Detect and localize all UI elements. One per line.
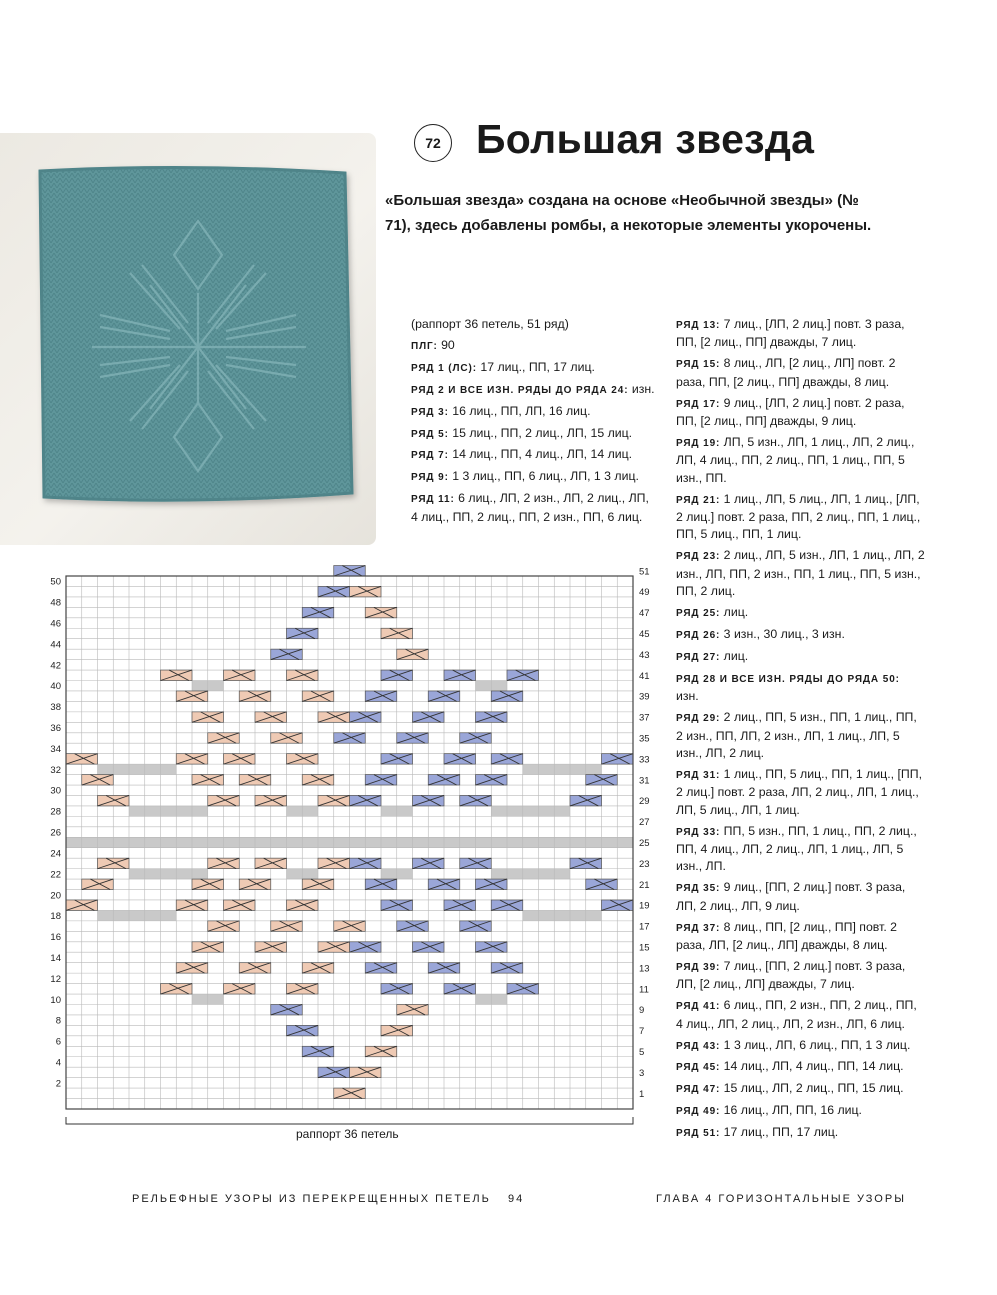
row-number-right: 27 <box>639 817 650 829</box>
row-number-left: 6 <box>55 1036 61 1048</box>
row-text: (раппорт 36 петель, 51 ряд) <box>411 317 569 331</box>
row-number-right: 3 <box>639 1067 645 1079</box>
row-label: РЯД 33: <box>676 826 721 838</box>
purl-stitch-band <box>491 806 570 816</box>
row-text: 1 3 лиц., ЛП, 6 лиц., ПП, 1 3 лиц. <box>720 1037 911 1052</box>
row-text: 6 лиц., ЛП, 2 изн., ЛП, 2 лиц., ЛП, 4 лиц., ПП, 2 лиц., ПП, 2 изн., ПП, 6 лиц. <box>411 491 649 524</box>
row-number-left: 8 <box>55 1015 61 1027</box>
row-number-right: 7 <box>639 1026 645 1038</box>
row-number-right: 51 <box>639 566 650 578</box>
row-number-right: 5 <box>639 1047 645 1059</box>
row-text: ПП, 5 изн., ПП, 1 лиц., ПП, 2 лиц., ПП, 4 лиц., ЛП, 2 лиц., ЛП, 1 лиц., ЛП, 5 изн., ЛП. <box>676 823 917 874</box>
row-label: РЯД 29: <box>676 713 721 725</box>
row-number-left: 4 <box>55 1057 61 1069</box>
row-number-left: 2 <box>55 1078 61 1090</box>
purl-stitch-band <box>523 910 602 920</box>
row-text: 14 лиц., ЛП, 4 лиц., ПП, 14 лиц. <box>720 1059 904 1074</box>
row-label: РЯД 21: <box>676 494 721 506</box>
row-text: 7 лиц., [ЛП, 2 лиц.] повт. 3 раза, ПП, [2 лиц., ПП] дважды, 7 лиц. <box>676 317 905 350</box>
row-number-left: 24 <box>50 848 61 860</box>
row-text: 9 лиц., [ЛП, 2 лиц.] повт. 2 раза, ПП, [2 лиц., ПП] дважды, 9 лиц. <box>676 395 905 429</box>
row-number-right: 23 <box>639 858 650 870</box>
row-number-right: 19 <box>639 900 650 912</box>
row-number-left: 48 <box>50 597 61 609</box>
row-label: РЯД 7: <box>411 450 449 462</box>
row-label: РЯД 5: <box>411 428 449 440</box>
row-text: лиц. <box>720 605 749 620</box>
row-number-right: 17 <box>639 921 650 933</box>
row-text: 2 лиц., ПП, 5 изн., ПП, 1 лиц., ПП, 2 изн., ПП, ЛП, 2 изн., ЛП, 1 лиц., ЛП, 5 изн., ЛП, 2 лиц. <box>676 710 917 760</box>
row-text: изн. <box>628 381 655 396</box>
row-number-right: 39 <box>639 691 650 703</box>
row-label: РЯД 27: <box>676 651 721 663</box>
row-number-left: 44 <box>50 639 61 651</box>
row-label: РЯД 37: <box>676 922 721 934</box>
row-number-right: 13 <box>639 963 650 975</box>
row-label: РЯД 9: <box>411 472 449 484</box>
row-label: РЯД 28 И ВСЕ ИЗН. РЯДЫ ДО РЯДА 50: <box>676 673 900 685</box>
pattern-number: 72 <box>425 135 441 151</box>
row-number-right: 35 <box>639 733 650 745</box>
row-label: РЯД 19: <box>676 437 721 449</box>
row-text: 1 лиц., ПП, 5 лиц., ПП, 1 лиц., [ПП, 2 лиц.] повт. 2 раза, ЛП, 2 лиц., ЛП, 1 лиц., ЛП, 5 лиц., ЛП, 1 лиц. <box>676 766 922 817</box>
row-number-right: 9 <box>639 1005 645 1017</box>
row-number-left: 22 <box>50 869 61 881</box>
row-label: РЯД 45: <box>676 1062 721 1074</box>
row-text: 2 лиц., ЛП, 5 изн., ЛП, 1 лиц., ЛП, 2 изн., ЛП, ПП, 2 изн., ПП, 1 лиц., ПП, 5 изн., ПП, 2 лиц. <box>676 548 925 599</box>
row-number-right: 47 <box>639 608 650 620</box>
row-number-right: 1 <box>639 1088 645 1100</box>
row-label: РЯД 11: <box>411 494 455 506</box>
row-number-left: 14 <box>50 952 61 964</box>
row-number-left: 28 <box>50 806 61 818</box>
row-number-right: 29 <box>639 796 650 808</box>
row-text: 16 лиц., ЛП, ПП, 16 лиц. <box>720 1103 862 1118</box>
row-label: РЯД 26: <box>676 630 721 641</box>
row-label: РЯД 31: <box>676 769 721 781</box>
row-number-left: 38 <box>50 702 61 714</box>
repeat-bracket <box>66 1117 633 1124</box>
row-label: ПЛГ: <box>411 340 438 352</box>
purl-stitch-band <box>523 764 602 774</box>
row-label: РЯД 35: <box>676 883 721 895</box>
row-text: 3 изн., 30 лиц., 3 изн. <box>720 627 845 641</box>
row-text: 15 лиц., ЛП, 2 лиц., ПП, 15 лиц. <box>720 1081 904 1096</box>
chart-caption: раппорт 36 петель <box>296 1127 399 1141</box>
row-text: 8 лиц., ЛП, [2 лиц., ЛП] повт. 2 раза, ПП, [2 лиц., ПП] дважды, 8 лиц. <box>676 356 896 389</box>
row-number-right: 11 <box>639 984 649 996</box>
row-text: ЛП, 5 изн., ЛП, 1 лиц., ЛП, 2 лиц., ЛП, 4 лиц., ПП, 2 лиц., ПП, 1 лиц., ПП, 5 изн., ПП. <box>676 434 915 485</box>
row-label: РЯД 47: <box>676 1084 721 1096</box>
row-label: РЯД 49: <box>676 1106 721 1118</box>
row-text: 90 <box>437 337 455 352</box>
purl-stitch-band <box>491 869 570 879</box>
row-label: РЯД 3: <box>411 406 449 418</box>
row-text: лиц. <box>720 648 749 663</box>
purl-stitch-band <box>98 910 177 920</box>
row-text: 16 лиц., ПП, ЛП, 16 лиц. <box>448 403 591 418</box>
row-text: 14 лиц., ПП, 4 лиц., ЛП, 14 лиц. <box>448 447 633 462</box>
row-label: РЯД 1 (ЛС): <box>411 362 477 374</box>
row-number-right: 15 <box>639 942 650 954</box>
row-number-left: 20 <box>50 890 61 902</box>
row-label: РЯД 13: <box>676 320 721 331</box>
purl-stitch-band <box>586 837 633 847</box>
purl-stitch-band <box>98 764 177 774</box>
row-number-left: 10 <box>50 994 61 1006</box>
page-title: Большая звезда <box>476 116 815 162</box>
row-text: 1 лиц., ЛП, 5 лиц., ЛП, 1 лиц., [ЛП, 2 лиц.] повт. 2 раза, ПП, 2 лиц., ПП, 1 лиц., ПП, 5 лиц., ПП, 1 лиц. <box>676 491 921 542</box>
footer-book-title: РЕЛЬЕФНЫЕ УЗОРЫ ИЗ ПЕРЕКРЕЩЕННЫХ ПЕТЕЛЬ <box>132 1193 491 1205</box>
row-label: РЯД 43: <box>676 1040 721 1052</box>
row-number-left: 30 <box>50 785 61 797</box>
footer-chapter: ГЛАВА 4 ГОРИЗОНТАЛЬНЫЕ УЗОРЫ <box>656 1193 906 1205</box>
row-number-right: 41 <box>639 670 650 682</box>
row-number-left: 36 <box>50 723 61 735</box>
row-text: 15 лиц., ПП, 2 лиц., ЛП, 15 лиц. <box>448 425 633 440</box>
row-number-left: 34 <box>50 743 61 755</box>
row-text: 9 лиц., [ПП, 2 лиц.] повт. 3 раза, ЛП, 2 лиц., ЛП, 9 лиц. <box>676 880 906 913</box>
purl-stitch-band <box>129 869 208 879</box>
row-text: 6 лиц., ПП, 2 изн., ПП, 2 лиц., ПП, 4 лиц., ЛП, 2 лиц., ЛП, 2 изн., ЛП, 6 лиц. <box>676 998 917 1031</box>
row-number-right: 43 <box>639 649 650 661</box>
row-number-right: 31 <box>639 775 650 787</box>
row-text: 7 лиц., [ПП, 2 лиц.] повт. 3 раза, ЛП, [2 лиц., ЛП] дважды, 7 лиц. <box>676 958 906 992</box>
purl-stitch-band <box>129 806 208 816</box>
footer-page-number: 94 <box>508 1193 525 1205</box>
row-number-right: 21 <box>639 879 650 891</box>
row-number-left: 40 <box>50 681 61 693</box>
row-number-left: 46 <box>50 618 61 630</box>
row-label: РЯД 51: <box>676 1128 721 1140</box>
row-number-left: 12 <box>50 973 61 985</box>
row-number-right: 49 <box>639 587 650 599</box>
row-label: РЯД 15: <box>676 359 721 371</box>
row-number-left: 50 <box>50 576 61 588</box>
row-text: изн. <box>676 689 699 704</box>
row-number-left: 26 <box>50 827 61 839</box>
purl-stitch-band <box>66 837 113 847</box>
row-number-right: 33 <box>639 754 650 766</box>
row-number-left: 16 <box>50 932 61 944</box>
row-number-left: 42 <box>50 660 61 672</box>
row-label: РЯД 23: <box>676 551 721 563</box>
row-number-left: 18 <box>50 911 61 923</box>
row-label: РЯД 2 И ВСЕ ИЗН. РЯДЫ ДО РЯДА 24: <box>411 384 629 396</box>
pattern-intro: «Большая звезда» создана на основе «Необычной звезды» (№ 71), здесь добавлены ромбы, а некоторые элементы укорочены. <box>385 192 872 234</box>
row-text: 17 лиц., ПП, 17 лиц. <box>720 1125 839 1140</box>
row-label: РЯД 25: <box>676 608 721 620</box>
row-number-right: 37 <box>639 712 650 724</box>
row-text: 17 лиц., ПП, 17 лиц. <box>476 359 595 374</box>
row-number-right: 25 <box>639 838 650 849</box>
row-label: РЯД 17: <box>676 398 721 410</box>
row-text: 8 лиц., ПП, [2 лиц., ПП] повт. 2 раза, ЛП, [2 лиц., ЛП] дважды, 8 лиц. <box>676 919 898 952</box>
row-number-left: 32 <box>50 764 61 776</box>
row-label: РЯД 41: <box>676 1001 721 1013</box>
row-text: 1 3 лиц., ПП, 6 лиц., ЛП, 1 3 лиц. <box>448 469 639 484</box>
row-label: РЯД 39: <box>676 961 721 973</box>
row-number-right: 45 <box>639 628 650 640</box>
